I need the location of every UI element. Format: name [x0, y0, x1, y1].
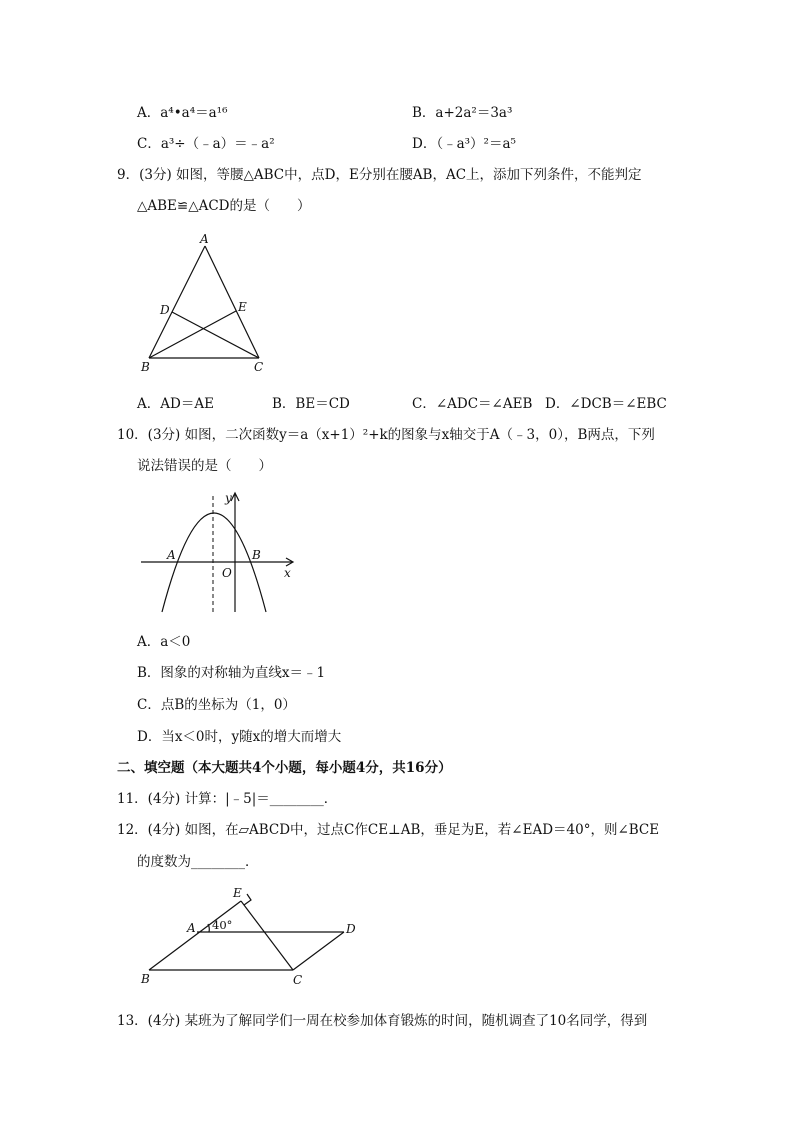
- q10-option-c: C．点B的坐标为（1，0）: [137, 697, 296, 713]
- q9-stem-line2: △ABE≌△ACD的是（ ）: [137, 198, 311, 214]
- q10-option-b: B．图象的对称轴为直线x＝﹣1: [137, 665, 326, 681]
- q9-label-b: B: [141, 360, 150, 374]
- q9-stem-line1: 9．(3分) 如图，等腰△ABC中，点D，E分别在腰AB，AC上，添加下列条件，不能判定: [117, 167, 642, 183]
- q12-label-c: C: [293, 973, 303, 987]
- q10-option-a: A．a＜0: [137, 634, 191, 650]
- q12-label-a: A: [187, 921, 196, 935]
- q10-option-d: D．当x＜0时，y随x的增大而增大: [137, 729, 342, 745]
- q9-option-a: A．AD＝AE: [137, 396, 214, 412]
- q12-label-b: B: [141, 972, 150, 986]
- q8-option-a: A．a⁴•a⁴＝a¹⁶: [137, 105, 228, 121]
- q9-option-c: C．∠ADC＝∠AEB: [412, 396, 533, 412]
- q10-label-b: B: [252, 548, 261, 562]
- q9-label-e: E: [238, 300, 247, 314]
- q12-angle-label: 40°: [212, 918, 233, 932]
- q12-label-d: D: [346, 922, 356, 936]
- q8-option-d: D．（﹣a³）²＝a⁵: [412, 136, 516, 152]
- q9-option-b: B．BE＝CD: [272, 396, 350, 412]
- q9-label-a: A: [200, 232, 209, 246]
- q9-label-d: D: [160, 303, 170, 317]
- q10-stem-line1: 10．(3分) 如图，二次函数y＝a（x+1）²+k的图象与x轴交于A（﹣3，0），B两点，下列: [117, 427, 655, 443]
- q10-label-a: A: [167, 548, 176, 562]
- q12-label-e: E: [233, 886, 242, 900]
- q13-stem: 13．(4分) 某班为了解同学们一周在校参加体育锻炼的时间，随机调查了10名同学，得到: [117, 1013, 648, 1029]
- q8-option-b: B．a+2a²＝3a³: [412, 105, 513, 121]
- q12-stem-line1: 12．(4分) 如图，在▱ABCD中，过点C作CE⊥AB，垂足为E，若∠EAD＝40°，则∠BCE: [117, 822, 660, 838]
- q10-label-y: y: [225, 491, 232, 505]
- q9-label-c: C: [254, 360, 264, 374]
- q8-option-c: C．a³÷（﹣a）＝﹣a²: [137, 136, 275, 152]
- q10-label-x: x: [284, 566, 291, 580]
- q9-option-d: D．∠DCB＝∠EBC: [545, 396, 667, 412]
- q12-stem-line2: 的度数为________．: [137, 854, 259, 870]
- q10-label-o: O: [222, 566, 232, 580]
- q11-stem: 11．(4分) 计算：|﹣5|＝________．: [117, 791, 338, 807]
- section-2-heading: 二、填空题（本大题共4个小题，每小题4分，共16分）: [117, 760, 452, 776]
- q10-stem-line2: 说法错误的是（ ）: [137, 458, 272, 474]
